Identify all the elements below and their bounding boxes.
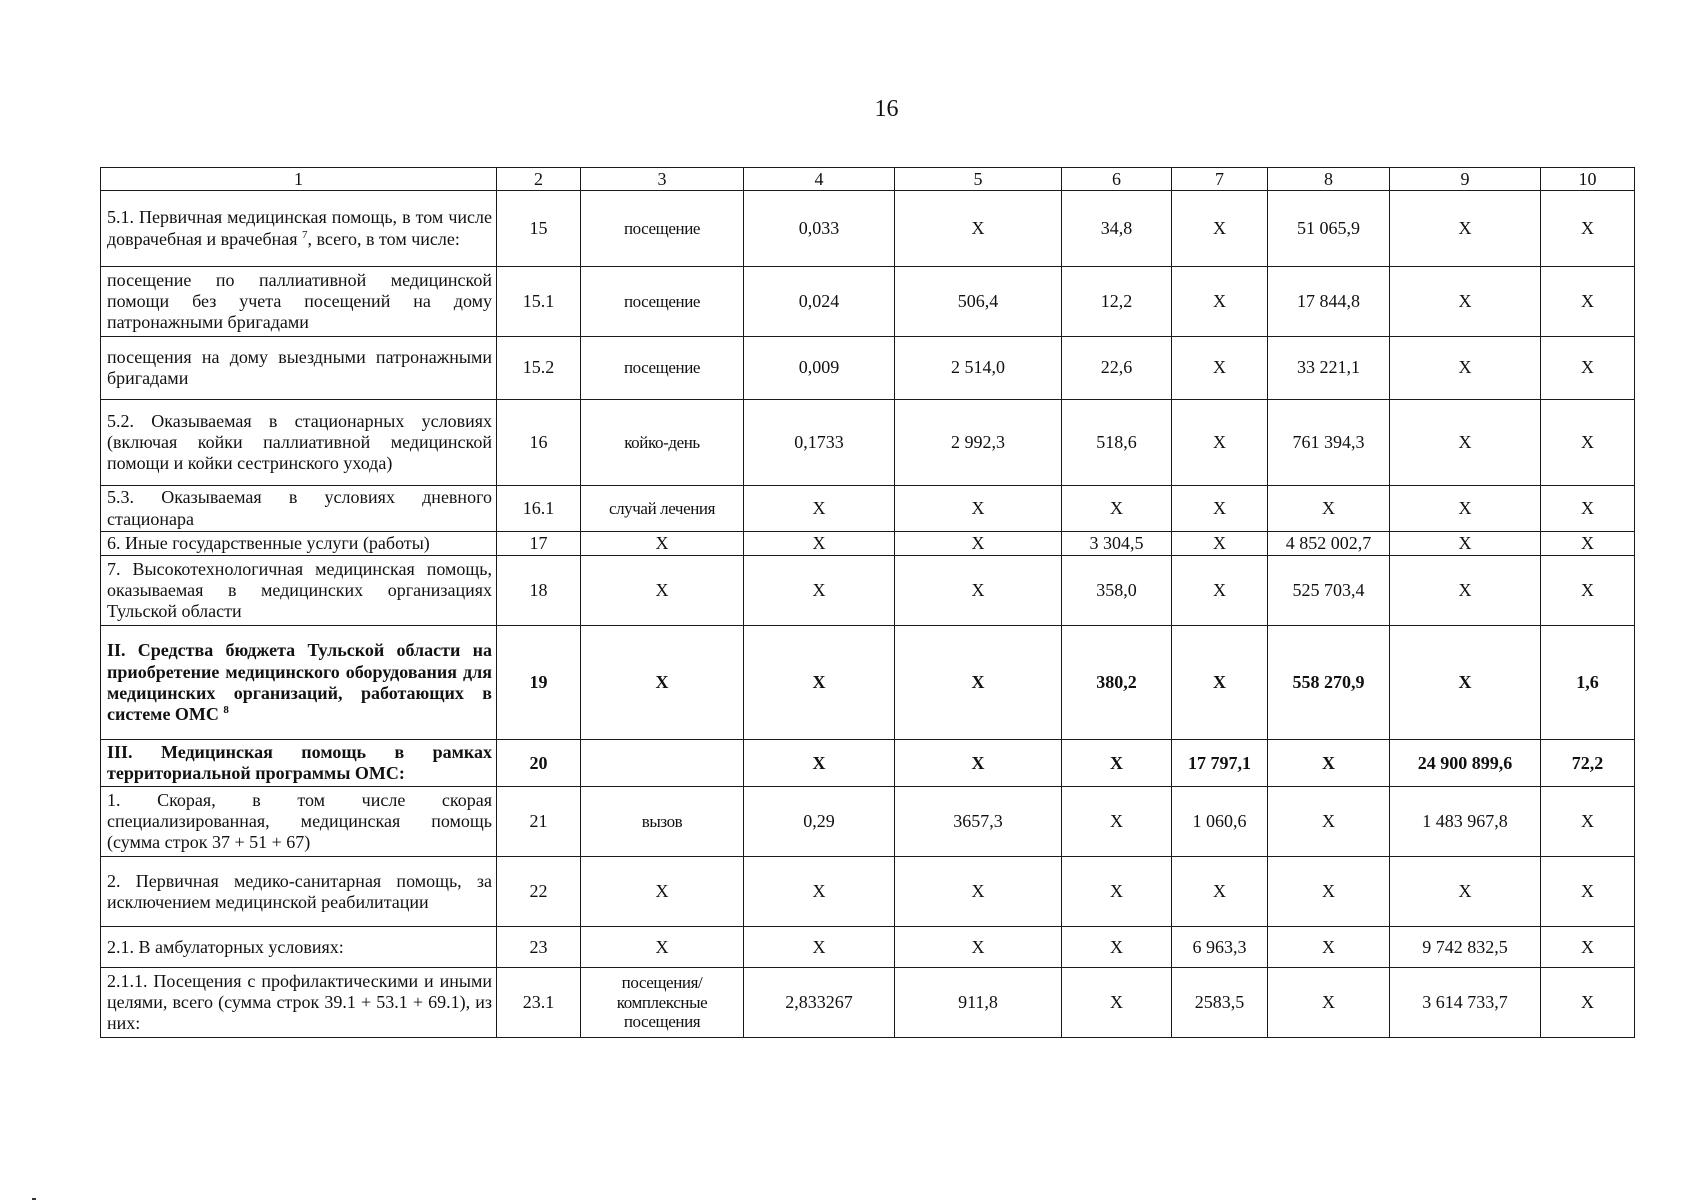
table-cell: Х bbox=[895, 857, 1062, 927]
column-number: 5 bbox=[895, 168, 1062, 191]
row-number: 23 bbox=[497, 927, 581, 968]
table-cell: Х bbox=[744, 486, 895, 532]
table-row bbox=[101, 556, 1635, 626]
table-cell: Х bbox=[895, 191, 1062, 267]
footnote-ref: 8 bbox=[223, 703, 229, 716]
row-number: 19 bbox=[497, 626, 581, 740]
unit-cell: вызов bbox=[581, 787, 744, 857]
table-cell: 1 060,6 bbox=[1172, 787, 1268, 857]
table-cell: 1 483 967,8 bbox=[1390, 787, 1541, 857]
data-table bbox=[100, 167, 1635, 1038]
table-row bbox=[101, 787, 1635, 857]
table-cell: Х bbox=[744, 626, 895, 740]
table-cell: Х bbox=[744, 556, 895, 626]
table-cell: Х bbox=[1268, 787, 1390, 857]
table-cell: Х bbox=[1541, 337, 1635, 400]
table-cell: Х bbox=[1268, 927, 1390, 968]
table-row bbox=[101, 486, 1635, 532]
row-number: 16 bbox=[497, 400, 581, 486]
table-cell: Х bbox=[1062, 857, 1172, 927]
row-label: 2.1. В амбулаторных условиях: bbox=[101, 927, 497, 968]
table-cell: Х bbox=[1541, 267, 1635, 337]
row-number: 23.1 bbox=[497, 968, 581, 1038]
table-cell: Х bbox=[1541, 787, 1635, 857]
table-cell: Х bbox=[1541, 927, 1635, 968]
row-label: III. Медицинская помощь в рамках территориальной программы ОМС: bbox=[101, 740, 497, 787]
table-cell: Х bbox=[1390, 532, 1541, 556]
table-cell: Х bbox=[1268, 968, 1390, 1038]
table-row bbox=[101, 191, 1635, 267]
row-label: 5.3. Оказываемая в условиях дневного стационара bbox=[101, 486, 497, 532]
table-cell: 2 514,0 bbox=[895, 337, 1062, 400]
table-cell: Х bbox=[1390, 337, 1541, 400]
row-number: 15 bbox=[497, 191, 581, 267]
table-cell: 3657,3 bbox=[895, 787, 1062, 857]
table-cell: Х bbox=[1268, 486, 1390, 532]
unit-cell: койко-день bbox=[581, 400, 744, 486]
row-number: 17 bbox=[497, 532, 581, 556]
table-row bbox=[101, 740, 1635, 787]
row-label-text: 5.1. Первичная медицинская помощь, в том числе доврачебная и врачебная bbox=[107, 207, 492, 249]
unit-cell: посещение bbox=[581, 267, 744, 337]
table-cell: 911,8 bbox=[895, 968, 1062, 1038]
unit-cell: случай лечения bbox=[581, 486, 744, 532]
page-number: 16 bbox=[874, 96, 899, 122]
table-cell: 506,4 bbox=[895, 267, 1062, 337]
table-cell: Х bbox=[1541, 968, 1635, 1038]
unit-cell: Х bbox=[581, 626, 744, 740]
row-label: 7. Высокотехнологичная медицинская помощь, оказываемая в медицинских организациях Тульской области bbox=[101, 556, 497, 626]
column-number: 2 bbox=[497, 168, 581, 191]
table-cell: Х bbox=[1172, 556, 1268, 626]
table-row bbox=[101, 532, 1635, 556]
table-cell: Х bbox=[1172, 486, 1268, 532]
table-cell: Х bbox=[1268, 740, 1390, 787]
table-row bbox=[101, 400, 1635, 486]
column-number: 8 bbox=[1268, 168, 1390, 191]
row-label: 1. Скорая, в том числе скорая специализированная, медицинская помощь (сумма строк 37 + 51 + 67) bbox=[101, 787, 497, 857]
table-cell: 0,1733 bbox=[744, 400, 895, 486]
table-cell: Х bbox=[1390, 267, 1541, 337]
row-number: 15.1 bbox=[497, 267, 581, 337]
table-cell: 12,2 bbox=[1062, 267, 1172, 337]
unit-cell bbox=[581, 740, 744, 787]
column-number-row bbox=[101, 168, 1635, 191]
table-cell: Х bbox=[895, 927, 1062, 968]
table-cell: Х bbox=[1062, 740, 1172, 787]
table-cell: Х bbox=[1062, 787, 1172, 857]
table-cell: Х bbox=[895, 532, 1062, 556]
table-cell: 0,033 bbox=[744, 191, 895, 267]
table-cell: 33 221,1 bbox=[1268, 337, 1390, 400]
table-cell: Х bbox=[1062, 927, 1172, 968]
table-row bbox=[101, 857, 1635, 927]
table-cell: 3 304,5 bbox=[1062, 532, 1172, 556]
table-cell: Х bbox=[1172, 857, 1268, 927]
table-cell: 17 797,1 bbox=[1172, 740, 1268, 787]
unit-cell: Х bbox=[581, 927, 744, 968]
table-cell: Х bbox=[1268, 857, 1390, 927]
column-number: 10 bbox=[1541, 168, 1635, 191]
column-number: 6 bbox=[1062, 168, 1172, 191]
column-number: 1 bbox=[101, 168, 497, 191]
table-row bbox=[101, 968, 1635, 1038]
row-label bbox=[101, 191, 497, 267]
unit-cell: Х bbox=[581, 556, 744, 626]
table-cell: 24 900 899,6 bbox=[1390, 740, 1541, 787]
row-label: 2.1.1. Посещения с профилактическими и иными целями, всего (сумма строк 39.1 + 53.1 + 69.1), из них: bbox=[101, 968, 497, 1038]
table-cell: Х bbox=[1541, 400, 1635, 486]
row-number: 18 bbox=[497, 556, 581, 626]
table-cell: Х bbox=[1541, 486, 1635, 532]
table-cell: 518,6 bbox=[1062, 400, 1172, 486]
row-number: 15.2 bbox=[497, 337, 581, 400]
row-label: 5.2. Оказываемая в стационарных условиях (включая койки паллиативной медицинской помощи и койки сестринского ухода) bbox=[101, 400, 497, 486]
table-cell: Х bbox=[1062, 486, 1172, 532]
table-cell: Х bbox=[1390, 486, 1541, 532]
table-cell: 51 065,9 bbox=[1268, 191, 1390, 267]
table-cell: Х bbox=[1172, 532, 1268, 556]
column-number: 9 bbox=[1390, 168, 1541, 191]
table-cell: Х bbox=[1390, 556, 1541, 626]
table-cell: 17 844,8 bbox=[1268, 267, 1390, 337]
table-cell: Х bbox=[1390, 191, 1541, 267]
table-cell: Х bbox=[1541, 532, 1635, 556]
table-cell: 6 963,3 bbox=[1172, 927, 1268, 968]
table-cell: 34,8 bbox=[1062, 191, 1172, 267]
table-cell: 3 614 733,7 bbox=[1390, 968, 1541, 1038]
unit-cell: посещения/комплексные посещения bbox=[581, 968, 744, 1038]
table-row bbox=[101, 337, 1635, 400]
column-number: 4 bbox=[744, 168, 895, 191]
table-cell: 0,024 bbox=[744, 267, 895, 337]
unit-cell: посещение bbox=[581, 191, 744, 267]
table-cell: Х bbox=[744, 740, 895, 787]
unit-cell: Х bbox=[581, 532, 744, 556]
table-cell: 558 270,9 bbox=[1268, 626, 1390, 740]
row-label bbox=[101, 626, 497, 740]
table-cell: Х bbox=[895, 486, 1062, 532]
table-cell: Х bbox=[1390, 857, 1541, 927]
table-cell: Х bbox=[1390, 626, 1541, 740]
table-cell: Х bbox=[1541, 191, 1635, 267]
row-label: 2. Первичная медико-санитарная помощь, за исключением медицинской реабилитации bbox=[101, 857, 497, 927]
table-cell: Х bbox=[1541, 556, 1635, 626]
row-label-tail: , всего, в том числе: bbox=[307, 228, 460, 249]
row-number: 22 bbox=[497, 857, 581, 927]
row-number: 21 bbox=[497, 787, 581, 857]
table-cell: Х bbox=[1172, 191, 1268, 267]
table-cell: Х bbox=[1541, 857, 1635, 927]
column-number: 3 bbox=[581, 168, 744, 191]
table-cell: Х bbox=[1172, 337, 1268, 400]
table-cell: 2583,5 bbox=[1172, 968, 1268, 1038]
table-cell: Х bbox=[895, 740, 1062, 787]
table-row bbox=[101, 267, 1635, 337]
column-number: 7 bbox=[1172, 168, 1268, 191]
table-cell: 1,6 bbox=[1541, 626, 1635, 740]
row-label-text: II. Средства бюджета Тульской области на приобретение медицинского оборудования для медицинских организаций, работающих в системе ОМС bbox=[107, 640, 492, 724]
table-cell: 4 852 002,7 bbox=[1268, 532, 1390, 556]
table-cell: Х bbox=[1172, 626, 1268, 740]
table-cell: Х bbox=[895, 626, 1062, 740]
table-cell: Х bbox=[1172, 400, 1268, 486]
table-cell: 9 742 832,5 bbox=[1390, 927, 1541, 968]
row-label: 6. Иные государственные услуги (работы) bbox=[101, 532, 497, 556]
table-cell: Х bbox=[744, 532, 895, 556]
table-cell: 0,009 bbox=[744, 337, 895, 400]
table-cell: Х bbox=[1390, 400, 1541, 486]
table-cell: 761 394,3 bbox=[1268, 400, 1390, 486]
table-cell: 72,2 bbox=[1541, 740, 1635, 787]
row-label: посещения на дому выездными патронажными бригадами bbox=[101, 337, 497, 400]
row-number: 20 bbox=[497, 740, 581, 787]
unit-cell: Х bbox=[581, 857, 744, 927]
table-row bbox=[101, 927, 1635, 968]
table-cell: 0,29 bbox=[744, 787, 895, 857]
table-row bbox=[101, 626, 1635, 740]
table-cell: 358,0 bbox=[1062, 556, 1172, 626]
table-cell: 525 703,4 bbox=[1268, 556, 1390, 626]
table-cell: 2 992,3 bbox=[895, 400, 1062, 486]
table-cell: 380,2 bbox=[1062, 626, 1172, 740]
footnote-ref: 7 bbox=[302, 228, 308, 241]
table-cell: 2,833267 bbox=[744, 968, 895, 1038]
table-cell: 22,6 bbox=[1062, 337, 1172, 400]
row-number: 16.1 bbox=[497, 486, 581, 532]
row-label: посещение по паллиативной медицинской помощи без учета посещений на дому патронажными бригадами bbox=[101, 267, 497, 337]
unit-cell: посещение bbox=[581, 337, 744, 400]
table-cell: Х bbox=[744, 927, 895, 968]
table-cell: Х bbox=[1062, 968, 1172, 1038]
table-cell: Х bbox=[1172, 267, 1268, 337]
table-cell: Х bbox=[895, 556, 1062, 626]
table-cell: Х bbox=[744, 857, 895, 927]
